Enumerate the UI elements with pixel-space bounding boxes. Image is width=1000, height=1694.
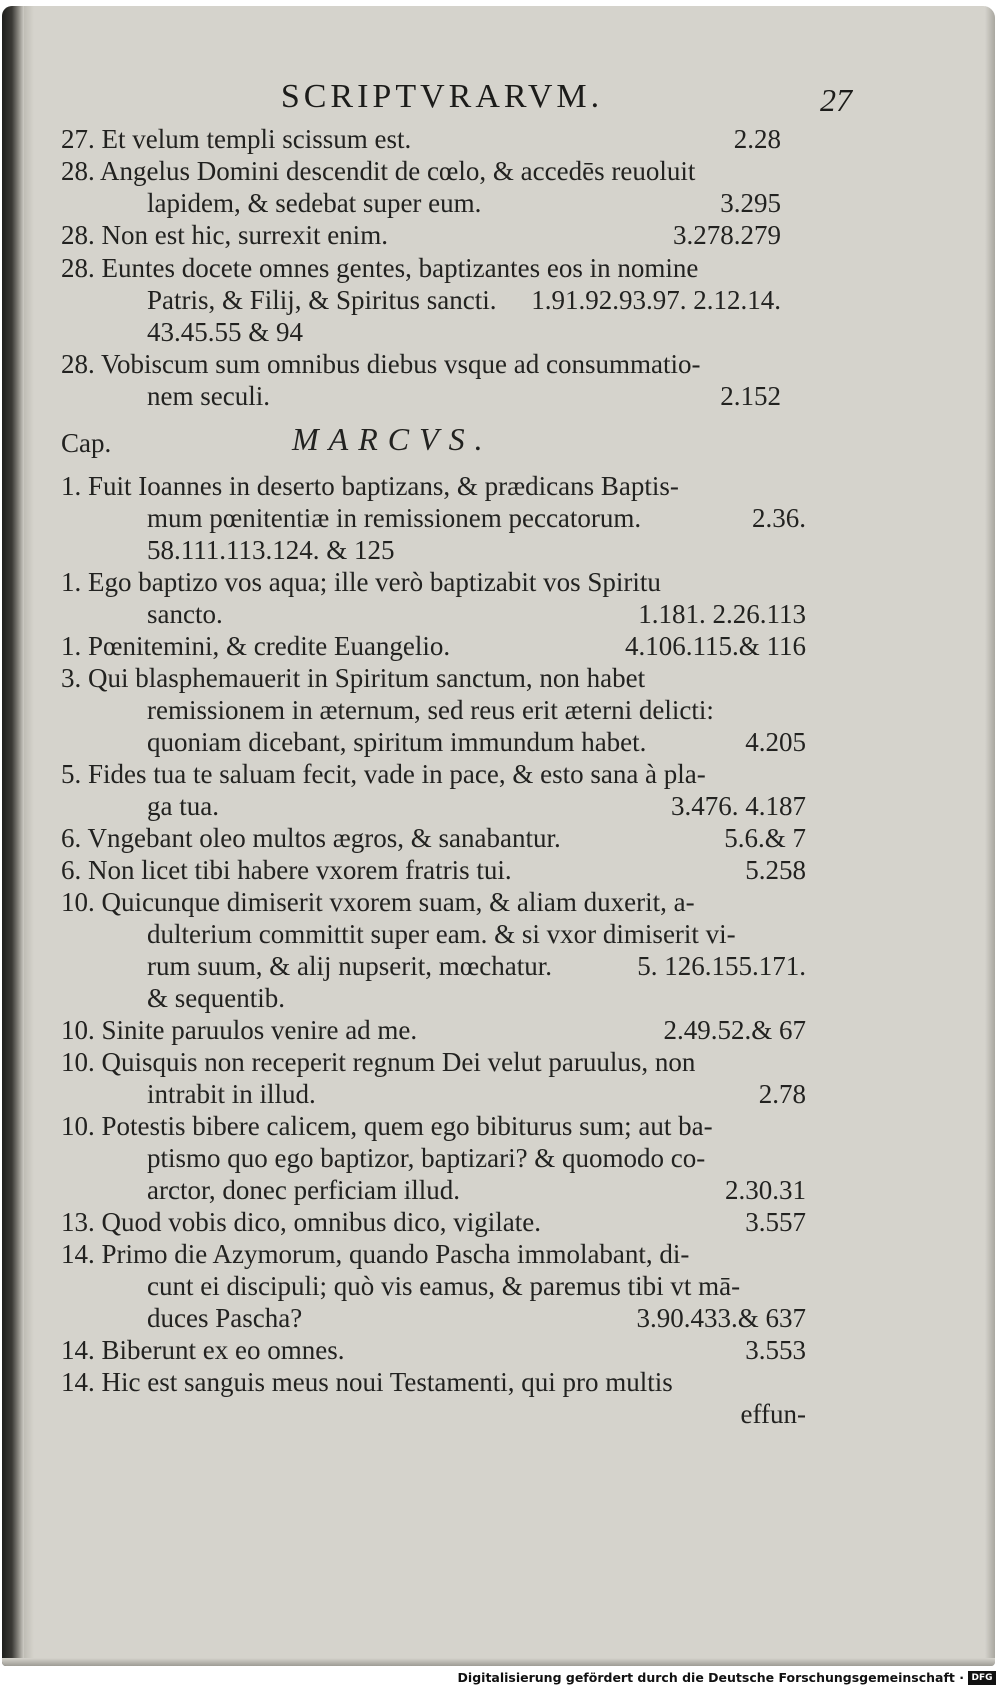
entry-line — [147, 535, 806, 565]
entry-reference: 2.30.31 — [725, 1175, 806, 1205]
entry-text: 14. Primo die Azymorum, quando Pascha immolabant, di- — [61, 1239, 690, 1269]
entry-line — [61, 887, 806, 917]
entry-line — [147, 1399, 806, 1429]
entry-text: remissionem in æternum, sed reus erit æterni delicti: — [147, 695, 714, 725]
entry-line — [61, 156, 781, 186]
entry-line — [61, 1335, 806, 1365]
entry-text: 3. Qui blasphemauerit in Spiritum sanctum, non habet — [61, 663, 646, 693]
entry-text: quoniam dicebant, spiritum immundum habet. — [147, 727, 647, 757]
entry-reference: 3.278.279 — [673, 220, 781, 250]
entry-line — [147, 919, 806, 949]
entry-line — [147, 503, 806, 533]
entry-reference: 1.181. 2.26.113 — [638, 599, 806, 629]
entry-text: 43.45.55 & 94 — [147, 317, 304, 347]
entry-line — [147, 599, 806, 629]
entry-text: sancto. — [147, 599, 223, 629]
entry-line — [147, 188, 781, 218]
entry-text: 58.111.113.124. & 125 — [147, 535, 395, 565]
entry-reference: 2.152 — [720, 381, 781, 411]
entry-text: 14. Biberunt ex eo omnes. — [61, 1335, 345, 1365]
entry-reference: 5.6.& 7 — [724, 823, 806, 853]
entry-reference: 3.295 — [720, 188, 781, 218]
entry-line — [147, 695, 806, 725]
entry-reference: 4.106.115.& 116 — [625, 631, 806, 661]
entry-text: 28. Non est hic, surrexit enim. — [61, 220, 388, 250]
entry-text: 10. Sinite paruulos venire ad me. — [61, 1015, 418, 1045]
entry-text: Patris, & Filij, & Spiritus sancti. — [147, 285, 497, 315]
page-number: 27 — [820, 82, 852, 118]
funding-credit: Digitalisierung gefördert durch die Deutsche Forschungsgemeinschaft · — [457, 1670, 964, 1685]
entry-text: 6. Vngebant oleo multos ægros, & sanabantur. — [61, 823, 561, 853]
entry-text: 10. Quicunque dimiserit vxorem suam, & aliam duxerit, a- — [61, 887, 695, 917]
entry-line — [61, 1015, 806, 1045]
index-text-block — [2, 6, 995, 1666]
entry-line — [61, 567, 806, 597]
entry-line — [61, 1367, 806, 1397]
section-marker — [61, 428, 161, 462]
entry-line — [61, 124, 781, 154]
entry-line — [147, 381, 781, 411]
entry-text: 1. Pœnitemini, & credite Euangelio. — [61, 631, 451, 661]
entry-text: 5. Fides tua te saluam fecit, vade in pace, & esto sana à pla- — [61, 759, 706, 789]
entry-line — [61, 1111, 806, 1141]
entry-text: intrabit in illud. — [147, 1079, 316, 1109]
entry-line — [147, 727, 806, 757]
entry-line — [147, 1271, 806, 1301]
entry-text: dulterium committit super eam. & si vxor dimiserit vi- — [147, 919, 736, 949]
entry-line — [147, 1175, 806, 1205]
entry-line — [147, 791, 806, 821]
entry-line — [147, 317, 781, 347]
entry-line — [61, 1239, 806, 1269]
entry-line — [61, 823, 806, 853]
entry-text: arctor, donec perficiam illud. — [147, 1175, 461, 1205]
entry-text: 10. Potestis bibere calicem, quem ego bibiturus sum; aut ba- — [61, 1111, 713, 1141]
entry-line — [147, 1143, 806, 1173]
entry-reference: 1.91.92.93.97. 2.12.14. — [531, 285, 781, 315]
entry-line — [61, 253, 781, 283]
entry-text: 27. Et velum templi scissum est. — [61, 124, 412, 154]
entry-line — [61, 471, 806, 501]
entry-reference: 3.476. 4.187 — [671, 791, 806, 821]
entry-line — [61, 663, 806, 693]
entry-reference: 3.557 — [745, 1207, 806, 1237]
catchword: effun- — [740, 1399, 806, 1429]
entry-text: 1. Fuit Ioannes in deserto baptizans, & prædicans Baptis- — [61, 471, 679, 501]
entry-text: ptismo quo ego baptizor, baptizari? & quomodo co- — [147, 1143, 706, 1173]
entry-line — [147, 1303, 806, 1333]
entry-text: 28. Vobiscum sum omnibus diebus vsque ad consummatio- — [61, 349, 701, 379]
entry-text: & sequentib. — [147, 983, 285, 1013]
entry-text: lapidem, & sedebat super eum. — [147, 188, 482, 218]
entry-reference: 2.49.52.& 67 — [663, 1015, 806, 1045]
entry-line — [61, 855, 806, 885]
entry-line — [147, 951, 806, 981]
entry-reference: 4.205 — [745, 727, 806, 757]
entry-line — [147, 983, 806, 1013]
entry-reference: 2.28 — [733, 124, 781, 154]
section-title: MARCVS. — [292, 421, 493, 457]
entry-line — [61, 220, 781, 250]
entry-reference: 3.553 — [745, 1335, 806, 1365]
entry-reference: 2.78 — [758, 1079, 806, 1109]
entry-text: 1. Ego baptizo vos aqua; ille verò baptizabit vos Spiritu — [61, 567, 661, 597]
entry-text: 28. Angelus Domini descendit de cœlo, & accedēs reuoluit — [61, 156, 696, 186]
entry-text: rum suum, & alij nupserit, mœchatur. — [147, 951, 552, 981]
entry-text: nem seculi. — [147, 381, 270, 411]
digitization-footer — [0, 1668, 1000, 1694]
entry-line — [61, 1047, 806, 1077]
book-page — [2, 6, 995, 1666]
entry-text: 10. Quisquis non receperit regnum Dei velut paruulus, non — [61, 1047, 696, 1077]
entry-text: cunt ei discipuli; quò vis eamus, & paremus tibi vt mā- — [147, 1271, 741, 1301]
entry-text: duces Pascha? — [147, 1303, 303, 1333]
entry-line — [147, 1079, 806, 1109]
dfg-logo: DFG — [968, 1671, 996, 1685]
entry-text: 6. Non licet tibi habere vxorem fratris tui. — [61, 855, 512, 885]
running-head: SCRIPTVRARVM. — [280, 78, 604, 115]
entry-line — [61, 349, 781, 379]
entry-text: 13. Quod vobis dico, omnibus dico, vigilate. — [61, 1207, 541, 1237]
entry-line — [61, 1207, 806, 1237]
entry-text: ga tua. — [147, 791, 219, 821]
entry-line — [61, 631, 806, 661]
entry-reference: 2.36. — [752, 503, 806, 533]
entry-text: mum pœnitentiæ in remissionem peccatorum. — [147, 503, 642, 533]
entry-text: 14. Hic est sanguis meus noui Testamenti, qui pro multis — [61, 1367, 673, 1397]
entry-text: 28. Euntes docete omnes gentes, baptizantes eos in nomine — [61, 253, 699, 283]
chapter-label: Cap. — [61, 428, 112, 458]
entry-line — [61, 759, 806, 789]
entry-reference: 5.258 — [745, 855, 806, 885]
entry-line — [147, 285, 781, 315]
entry-reference: 3.90.433.& 637 — [636, 1303, 806, 1333]
entry-reference: 5. 126.155.171. — [637, 951, 806, 981]
